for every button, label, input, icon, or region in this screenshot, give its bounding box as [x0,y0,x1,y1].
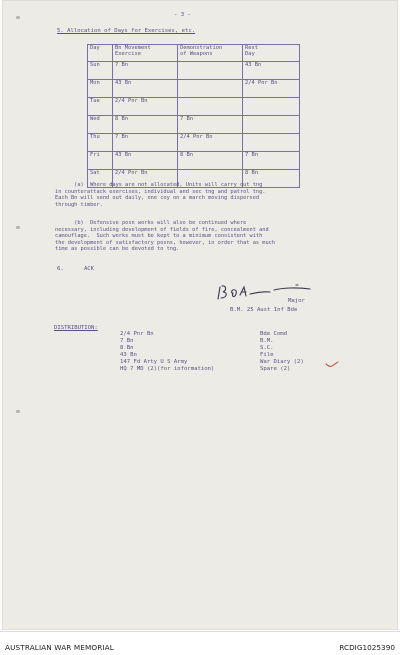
bn-movement-cell: 43 Bn [113,80,178,98]
document-page [2,0,398,630]
rest-day-cell: 43 Bn [243,62,300,80]
table-row [88,62,300,80]
distribution-left-item: 43 Bn [120,352,137,358]
distribution-right-item: War Diary (2) [260,359,304,365]
day-cell: Mon [88,80,113,98]
day-cell: Fri [88,152,113,170]
table-row [88,80,300,98]
signature-rank: Major [288,298,305,304]
table-header-row [88,45,300,62]
bn-movement-cell: 2/4 Pnr Bn [113,98,178,116]
rest-day-cell: 2/4 Pnr Bn [243,80,300,98]
table-row [88,116,300,134]
day-cell: Thu [88,134,113,152]
distribution-left-item: 2/4 Pnr Bn [120,331,154,337]
bn-movement-cell: 8 Bn [113,116,178,134]
demonstration-cell: 8 Bn [178,152,243,170]
rest-day-cell: 8 Bn [243,170,300,188]
bn-movement-cell: 7 Bn [113,134,178,152]
column-header-demonstration: Demonstration of Weapons [178,45,243,62]
demonstration-cell: 2/4 Pnr Bn [178,134,243,152]
signature-unit: B.M. 25 Aust Inf Bde [230,307,298,313]
rest-day-cell [243,98,300,116]
punch-hole-mark [16,410,20,413]
bn-movement-cell: 7 Bn [113,62,178,80]
day-cell: Tue [88,98,113,116]
distribution-left-item: 147 Fd Arty U S Army [120,359,188,365]
distribution-right-item: Bde Comd [260,331,287,337]
table-row [88,98,300,116]
distribution-left-item: HQ 7 MD (2)(for information) [120,366,215,372]
footer-source: AUSTRALIAN WAR MEMORIAL [5,643,114,652]
paragraph-a: (a) Where days are not allocated, Units will carry out tng in counterattack exercises, individual and sec tng and patrol tng. Each Bn will send out daily, one coy on a march moving dispersed through timber. [55,182,266,208]
demonstration-cell: 7 Bn [178,116,243,134]
column-header-bn-movement: Bn Movement Exercise [113,45,178,62]
column-header-day: Day [88,45,113,62]
distribution-right-item: Spare (2) [260,366,291,372]
table-row [88,152,300,170]
bn-movement-cell: 2/4 Pnr Bn [113,170,178,188]
punch-hole-mark [16,16,20,19]
column-header-rest-day: Rest Day [243,45,300,62]
section-5-heading: 5. Allocation of Days for Exercises, etc. [57,28,196,34]
rest-day-cell [243,134,300,152]
paragraph-b: (b) Defensive posn works will also be continued where necessary, including development of fields of fire, concealment and camouflage. Such works must be kept to a minimum consistent with the development of satisfactory posns, however, in order that as much time as possible can be devoted to tng. [55,220,276,253]
demonstration-cell [178,62,243,80]
handwritten-signature [212,281,322,303]
rest-day-cell: 7 Bn [243,152,300,170]
page-number: - 3 - [174,12,191,18]
distribution-right-item: File [260,352,274,358]
day-cell: Sun [88,62,113,80]
archive-footer [0,631,400,655]
day-cell: Wed [88,116,113,134]
red-tick-mark [325,361,339,367]
section-6: 6. ACK [57,266,95,272]
distribution-left-item: 7 Bn [120,338,134,344]
table-row [88,134,300,152]
bn-movement-cell: 43 Bn [113,152,178,170]
rest-day-cell [243,116,300,134]
demonstration-cell [178,80,243,98]
punch-hole-mark [16,226,20,229]
distribution-heading: DISTRIBUTION: [54,325,98,331]
distribution-right-item: S.C. [260,345,274,351]
distribution-left-item: 8 Bn [120,345,134,351]
distribution-right-item: B.M. [260,338,274,344]
day-cell: Sat [88,170,113,188]
footer-record-id: RCDIG1025390 [339,643,395,652]
allocation-table [87,44,300,188]
demonstration-cell [178,98,243,116]
